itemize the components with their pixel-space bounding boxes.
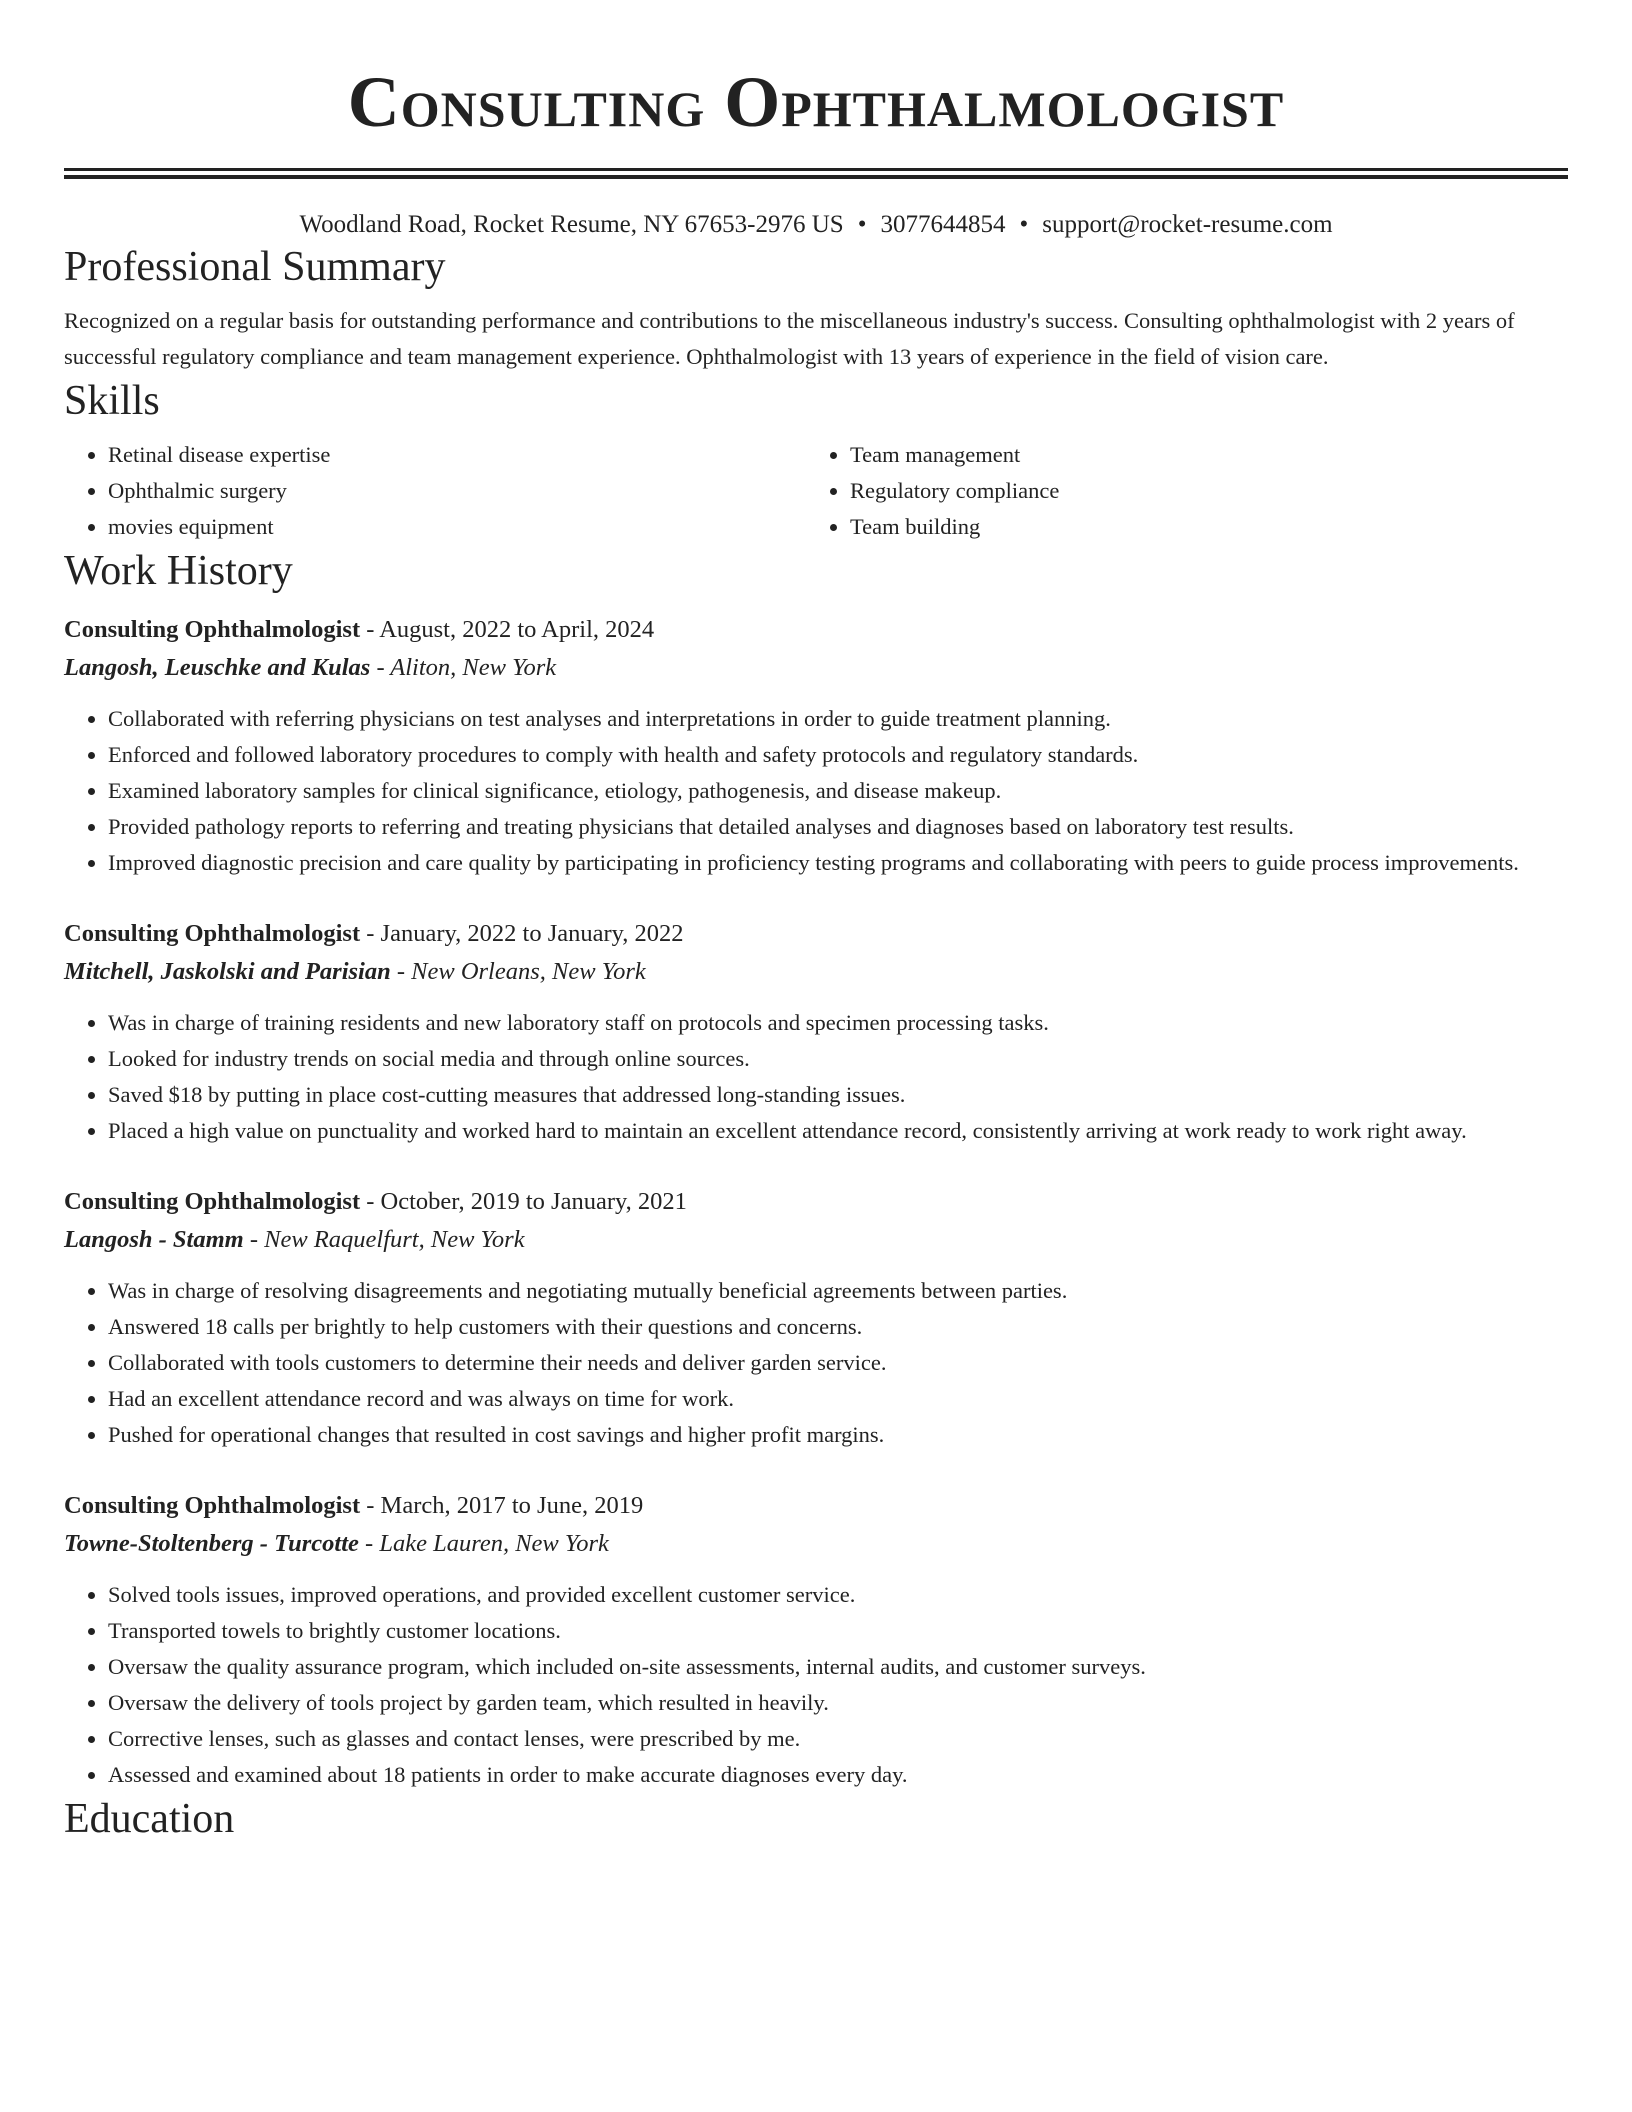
- company-location: New Orleans, New York: [411, 958, 646, 985]
- job-bullet: • Oversaw the quality assurance program, which included on-site assessments, internal audits, and customer surveys.: [108, 1649, 1568, 1685]
- job-title-line: [64, 611, 1568, 649]
- skill-item: • Team management: [850, 437, 1548, 473]
- skill-item: • Retinal disease expertise: [108, 437, 806, 473]
- job-bullet: • Provided pathology reports to referring and treating physicians that detailed analyses and diagnoses based on laboratory test results.: [108, 809, 1568, 845]
- job-bullet: • Improved diagnostic precision and care quality by participating in proficiency testing programs and collaborating with peers to guide process improvements.: [108, 845, 1568, 881]
- resume-page: [64, 0, 1568, 1845]
- job-bullet: • Collaborated with tools customers to determine their needs and deliver garden service.: [108, 1345, 1568, 1381]
- company-name: Mitchell, Jaskolski and Parisian: [64, 958, 391, 985]
- job-title-line: [64, 1487, 1568, 1525]
- job-bullet: • Saved $18 by putting in place cost-cutting measures that addressed long-standing issues.: [108, 1077, 1568, 1113]
- job-bullets: [64, 1005, 1568, 1149]
- job-title-line: [64, 1183, 1568, 1221]
- job-entry: [64, 915, 1568, 1149]
- skills-columns: [64, 437, 1568, 545]
- skill-item: • Team building: [850, 509, 1548, 545]
- company-location: Aliton, New York: [390, 654, 557, 681]
- job-bullet: • Solved tools issues, improved operations, and provided excellent customer service.: [108, 1577, 1568, 1613]
- dash-separator: -: [358, 1530, 380, 1557]
- job-bullets: [64, 701, 1568, 881]
- skill-item: • Regulatory compliance: [850, 473, 1548, 509]
- dash-separator: -: [360, 920, 381, 947]
- company-line: [64, 649, 1568, 687]
- contact-phone: 3077644854: [880, 211, 1006, 238]
- job-bullet: • Transported towels to brightly customer locations.: [108, 1613, 1568, 1649]
- company-name: Langosh, Leuschke and Kulas: [64, 654, 371, 681]
- job-dates: August, 2022 to April, 2024: [379, 616, 655, 643]
- dash-separator: -: [243, 1226, 265, 1253]
- company-name: Towne-Stoltenberg - Turcotte: [64, 1530, 359, 1557]
- contact-separator: •: [1019, 211, 1029, 238]
- job-bullet: • Placed a high value on punctuality and worked hard to maintain an excellent attendance record, consistently arriving at work ready to work right away.: [108, 1113, 1568, 1149]
- job-bullet: • Corrective lenses, such as glasses and contact lenses, were prescribed by me.: [108, 1721, 1568, 1757]
- job-title: Consulting Ophthalmologist: [64, 1188, 361, 1215]
- resume-title: Consulting Ophthalmologist: [347, 62, 1285, 142]
- dash-separator: -: [370, 654, 391, 681]
- dash-separator: -: [360, 616, 380, 643]
- job-bullet: • Oversaw the delivery of tools project by garden team, which resulted in heavily.: [108, 1685, 1568, 1721]
- dash-separator: -: [360, 1188, 381, 1215]
- contact-line: [64, 209, 1568, 241]
- dash-separator: -: [390, 958, 412, 985]
- job-entry: [64, 611, 1568, 881]
- skill-item: • movies equipment: [108, 509, 806, 545]
- contact-separator: •: [857, 211, 867, 238]
- company-line: [64, 953, 1568, 991]
- job-entry: [64, 1183, 1568, 1453]
- skills-list-right: [806, 437, 1548, 545]
- job-bullet: • Answered 18 calls per brightly to help customers with their questions and concerns.: [108, 1309, 1568, 1345]
- company-line: [64, 1221, 1568, 1259]
- job-bullet: • Assessed and examined about 18 patients in order to make accurate diagnoses every day.: [108, 1757, 1568, 1793]
- work-history-heading: Work History: [64, 548, 293, 594]
- contact-address: Woodland Road, Rocket Resume, NY 67653-2976 US: [299, 211, 844, 238]
- company-location: Lake Lauren, New York: [379, 1530, 609, 1557]
- job-title: Consulting Ophthalmologist: [64, 1492, 361, 1519]
- job-bullet: • Was in charge of training residents and new laboratory staff on protocols and specimen processing tasks.: [108, 1005, 1568, 1041]
- contact-email: support@rocket-resume.com: [1042, 211, 1333, 238]
- company-line: [64, 1525, 1568, 1563]
- job-title: Consulting Ophthalmologist: [64, 920, 361, 947]
- company-name: Langosh - Stamm: [64, 1226, 244, 1253]
- job-bullets: [64, 1577, 1568, 1793]
- job-bullets: [64, 1273, 1568, 1453]
- job-bullet: • Examined laboratory samples for clinical significance, etiology, pathogenesis, and disease makeup.: [108, 773, 1568, 809]
- job-title: Consulting Ophthalmologist: [64, 616, 361, 643]
- education-heading: Education: [64, 1796, 235, 1842]
- company-location: New Raquelfurt, New York: [264, 1226, 525, 1253]
- skills-heading: Skills: [64, 378, 160, 424]
- job-bullet: • Collaborated with referring physicians on test analyses and interpretations in order to guide treatment planning.: [108, 701, 1568, 737]
- title-divider: [64, 168, 1568, 179]
- job-bullet: • Enforced and followed laboratory procedures to comply with health and safety protocols and regulatory standards.: [108, 737, 1568, 773]
- summary-heading: Professional Summary: [64, 244, 446, 290]
- job-entry: [64, 1487, 1568, 1793]
- job-bullet: • Had an excellent attendance record and was always on time for work.: [108, 1381, 1568, 1417]
- job-dates: October, 2019 to January, 2021: [380, 1188, 687, 1215]
- job-dates: March, 2017 to June, 2019: [380, 1492, 644, 1519]
- summary-text: Recognized on a regular basis for outstanding performance and contributions to the miscellaneous industry's success. Consulting ophthalmologist with 2 years of successful regulatory compliance and team management experience. Ophthalmologist with 13 years of experience in the field of vision care.: [64, 308, 1515, 369]
- job-title-line: [64, 915, 1568, 953]
- job-bullet: • Looked for industry trends on social media and through online sources.: [108, 1041, 1568, 1077]
- job-bullet: • Was in charge of resolving disagreements and negotiating mutually beneficial agreements between parties.: [108, 1273, 1568, 1309]
- skill-item: • Ophthalmic surgery: [108, 473, 806, 509]
- job-dates: January, 2022 to January, 2022: [380, 920, 684, 947]
- job-bullet: • Pushed for operational changes that resulted in cost savings and higher profit margins.: [108, 1417, 1568, 1453]
- dash-separator: -: [360, 1492, 381, 1519]
- skills-list-left: [64, 437, 806, 545]
